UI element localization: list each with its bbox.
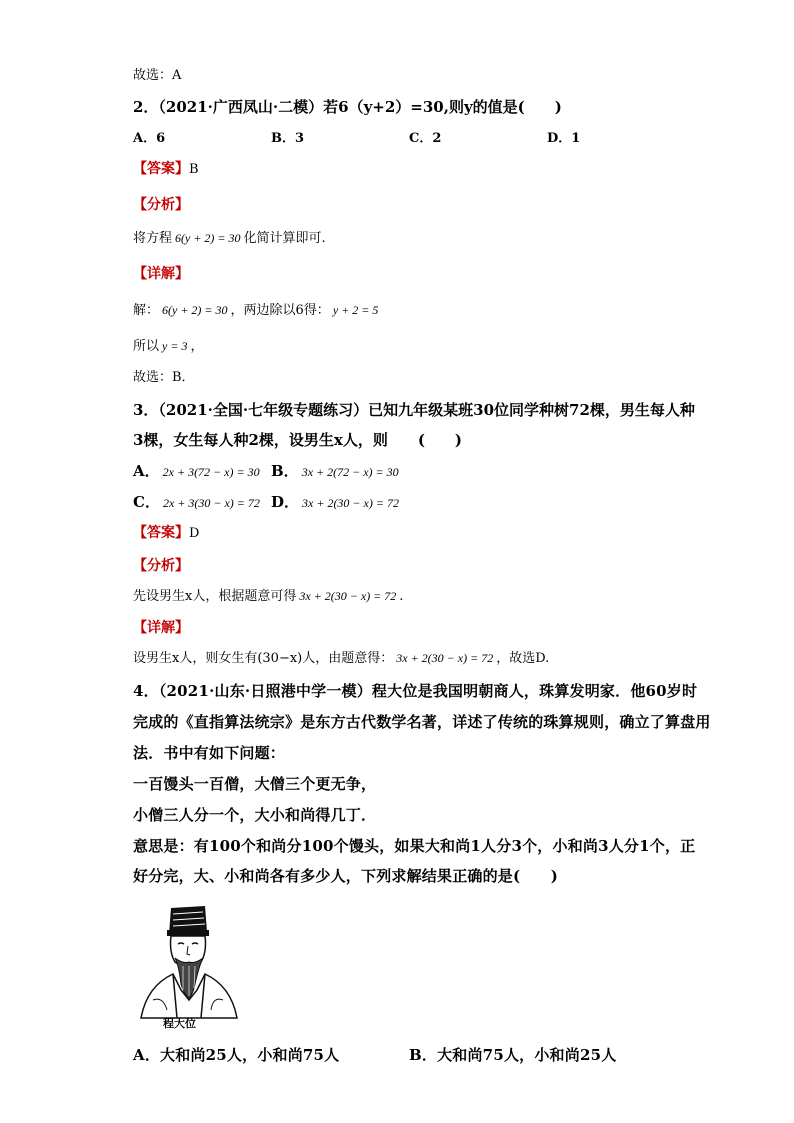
q2-analysis-post: 化简计算即可. [243, 231, 326, 246]
option-letter: C． [133, 493, 160, 511]
q2-answer-line [133, 159, 199, 180]
portrait-caption: 程大位 [163, 1017, 196, 1030]
q4-line3: 法．书中有如下问题： [133, 744, 286, 762]
q3-option-d [271, 492, 402, 514]
q3-analysis-post: . [399, 589, 404, 604]
q2-analysis [133, 228, 326, 249]
equation: 6(y + 2) = 30 [162, 303, 228, 317]
equation: 3x + 2(30 − x) = 72 [396, 651, 494, 665]
q4-poem-line2: 小僧三人分一个，大小和尚得几丁． [133, 806, 377, 824]
equation: 3x + 2(72 − x) = 30 [301, 465, 399, 479]
q2-so [133, 336, 203, 357]
q3-detail-post: ，故选D. [496, 651, 550, 666]
q3-analysis [133, 586, 403, 607]
q2-so-pre: 所以 [133, 339, 160, 354]
q3-answer-line [133, 523, 199, 544]
equation: 2x + 3(30 − x) = 72 [162, 496, 260, 510]
q2-detail-mid: ，两边除以6得： [230, 303, 330, 318]
answer-tag: 【答案】 [133, 525, 189, 541]
q4-line2: 完成的《直指算法统宗》是东方古代数学名著，详述了传统的珠算规则，确立了算盘用 [133, 713, 711, 731]
q2-analysis-pre: 将方程 [133, 231, 173, 246]
q2-option-d: D．1 [547, 131, 581, 146]
option-letter: A． [133, 462, 160, 480]
q3-analysis-pre: 先设男生x人，根据题意可得 [133, 589, 297, 604]
q3-answer: D [189, 526, 200, 541]
q3-stem-line1: 3．（2021·全国·七年级专题练习）已知九年级某班30位同学种树72棵，男生每人种 [133, 401, 695, 419]
q4-line7: 好分完，大、小和尚各有多少人，下列求解结果正确的是( ) [133, 867, 558, 885]
equation: 3x + 2(30 − x) = 72 [299, 589, 397, 603]
q3-detail-tag-line [133, 618, 189, 639]
q2-answer: B [189, 162, 199, 177]
q4-line6: 意思是：有100个和尚分100个馒头，如果大和尚1人分3个，小和尚3人分1个，正 [133, 837, 696, 855]
equation: 2x + 3(72 − x) = 30 [162, 465, 260, 479]
q2-conclusion: 故选：B． [133, 370, 195, 385]
q2-detail-pre: 解： [133, 303, 160, 318]
q3-option-c [133, 492, 263, 514]
equation: y = 3 [162, 339, 188, 353]
option-letter: B． [271, 462, 299, 480]
q2-option-c: C．2 [409, 131, 442, 146]
q4-line1: 4．（2021·山东·日照港中学一模）程大位是我国明朝商人，珠算发明家．他60岁时 [133, 682, 698, 700]
q2-detail [133, 300, 381, 321]
q3-detail [133, 648, 549, 669]
equation: y + 2 = 5 [332, 303, 379, 317]
q2-option-b: B．3 [271, 131, 305, 146]
q3-option-a [133, 461, 263, 483]
q3-stem-line2: 3棵，女生每人种2棵，设男生x人，则 ( ) [133, 431, 463, 449]
q2-so-post: ， [190, 339, 204, 354]
analysis-tag: 【分析】 [133, 558, 189, 574]
q3-analysis-tag-line [133, 556, 189, 577]
equation: 6(y + 2) = 30 [175, 231, 241, 245]
equation: 3x + 2(30 − x) = 72 [302, 496, 399, 510]
detail-tag: 【详解】 [133, 620, 189, 636]
detail-tag: 【详解】 [133, 266, 189, 282]
answer-tag: 【答案】 [133, 161, 189, 177]
q1-conclusion: 故选：A [133, 68, 182, 83]
option-letter: D． [271, 493, 300, 511]
q3-detail-pre: 设男生x人，则女生有(30−x)人，由题意得： [133, 651, 394, 666]
q2-analysis-tag-line [133, 195, 189, 216]
q4-option-a: A．大和尚25人，小和尚75人 [133, 1046, 340, 1064]
q2-detail-tag-line [133, 264, 189, 285]
analysis-tag: 【分析】 [133, 197, 189, 213]
q3-option-b [271, 461, 402, 483]
q4-poem-line1: 一百馒头一百僧，大僧三个更无争， [133, 775, 377, 793]
q2-stem: 2．（2021·广西凤山·二模）若6（y+2）=30,则y的值是( ) [133, 98, 562, 116]
q2-option-a: A．6 [133, 131, 166, 146]
q4-option-b: B．大和尚75人，小和尚25人 [409, 1046, 617, 1064]
